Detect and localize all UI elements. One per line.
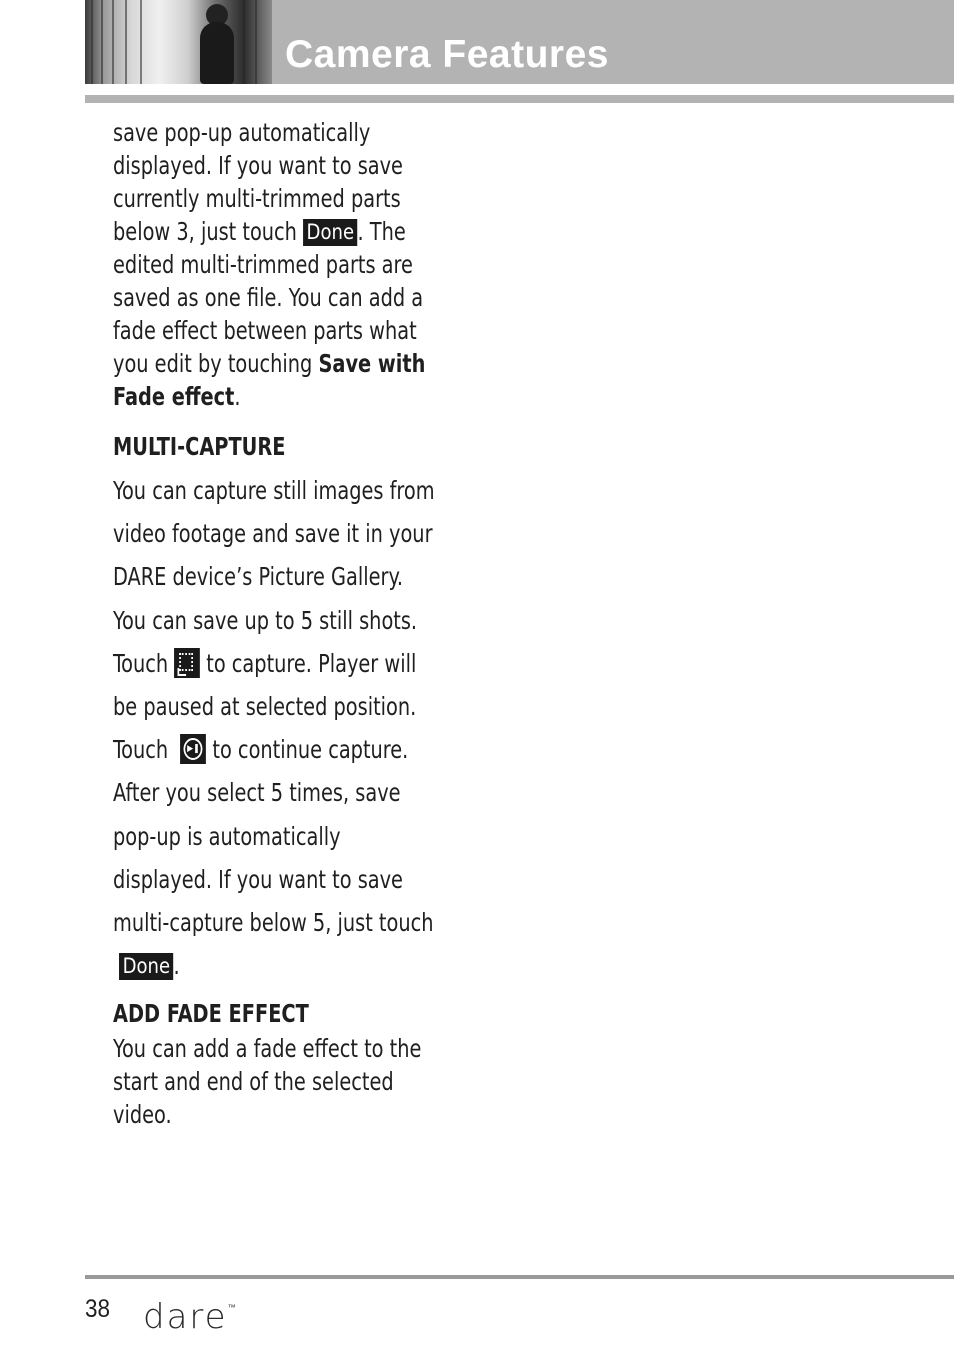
body-line: You can add a fade effect to the	[113, 1034, 422, 1063]
body-line: video footage and save it in your	[113, 519, 433, 549]
intro-line: currently multi-trimmed parts	[113, 184, 401, 213]
body-text: .	[173, 951, 180, 981]
done-button: Done	[303, 219, 357, 246]
add-fade-section	[113, 999, 463, 1029]
done-button: Done	[119, 953, 173, 980]
body-line: You can save up to 5 still shots.	[113, 605, 418, 635]
save-with-fade-option: Save with	[318, 349, 426, 378]
body-line	[113, 944, 414, 987]
intro-line	[113, 347, 426, 380]
body-text: to capture. Player will	[200, 648, 417, 678]
section-heading: ADD FADE EFFECT	[113, 999, 309, 1028]
intro-line	[113, 215, 414, 248]
brand-logo	[143, 1291, 236, 1337]
play-pause-icon: ▶❚	[180, 734, 206, 764]
chapter-title: Camera Features	[285, 33, 609, 76]
body-line	[113, 642, 417, 685]
intro-line: save pop-up automatically	[113, 118, 371, 147]
intro-line: displayed. If you want to save	[113, 151, 403, 180]
add-fade-body	[113, 1032, 463, 1131]
capture-frame-icon	[174, 648, 200, 678]
header-photo	[85, 0, 272, 84]
body-line: pop-up is automatically	[113, 821, 341, 851]
intro-line: fade effect between parts what	[113, 316, 417, 345]
body-line: You can capture still images from	[113, 476, 435, 505]
body-line: displayed. If you want to save	[113, 864, 403, 894]
save-with-fade-option: Fade effect	[113, 382, 235, 411]
intro-line: saved as one file. You can add a	[113, 283, 424, 312]
multi-capture-body	[113, 469, 463, 987]
intro-text: below 3, just touch	[113, 217, 304, 246]
footer-rule	[85, 1275, 954, 1279]
body-text: to continue capture.	[206, 735, 409, 765]
body-line: start and end of the selected	[113, 1067, 394, 1096]
section-heading: MULTI-CAPTURE	[113, 432, 286, 461]
intro-line: edited multi-trimmed parts are	[113, 250, 413, 279]
body-line: After you select 5 times, save	[113, 778, 401, 808]
intro-text: .	[234, 382, 241, 411]
body-line: be paused at selected position.	[113, 692, 417, 722]
intro-line	[113, 380, 414, 413]
body-line: DARE device’s Picture Gallery.	[113, 562, 403, 592]
page-number: 38	[85, 1295, 111, 1323]
intro-text: you edit by touching	[113, 349, 319, 378]
brand-name: dare	[143, 1297, 228, 1337]
body-line: video.	[113, 1100, 172, 1129]
body-text: Touch	[113, 735, 169, 765]
trademark-mark: ™	[227, 1303, 236, 1312]
body-line	[113, 728, 414, 771]
body-line: multi-capture below 5, just touch	[113, 908, 434, 938]
body-text: Touch	[113, 648, 169, 678]
multi-capture-section	[113, 432, 463, 462]
intro-text: . The	[357, 217, 406, 246]
header-rule	[85, 95, 954, 103]
intro-paragraph	[113, 116, 463, 413]
